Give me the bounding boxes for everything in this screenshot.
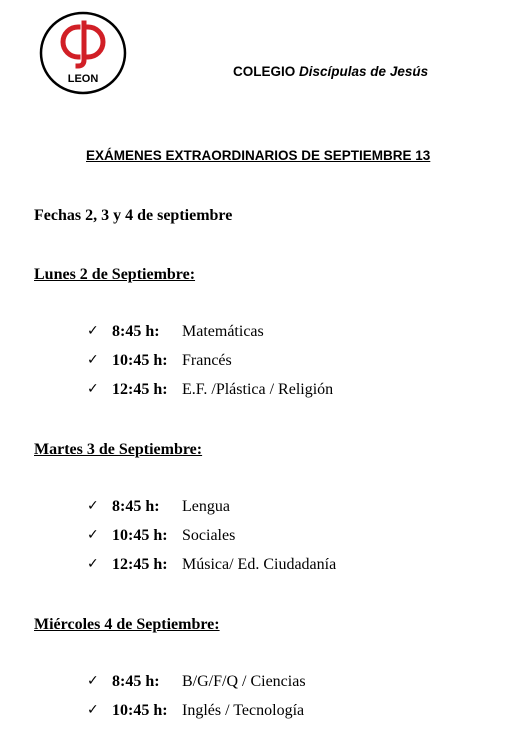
school-name: Discípulas de Jesús xyxy=(299,64,429,79)
checkmark-icon: ✓ xyxy=(87,381,99,397)
school-prefix: COLEGIO xyxy=(233,64,296,79)
session-time: 8:45 h: xyxy=(112,498,160,515)
checkmark-icon: ✓ xyxy=(87,527,99,543)
checkmark-icon: ✓ xyxy=(87,673,99,689)
day-heading-monday: Lunes 2 de Septiembre: xyxy=(34,266,196,283)
session-time: 12:45 h: xyxy=(112,556,168,573)
checkmark-icon: ✓ xyxy=(87,323,99,339)
session-time: 10:45 h: xyxy=(112,702,168,719)
session-subject: Matemáticas xyxy=(182,323,264,340)
logo-city-text: LEON xyxy=(67,73,99,85)
session-subject: E.F. /Plástica / Religión xyxy=(182,381,334,398)
school-name-line xyxy=(233,64,428,79)
session-subject: Inglés / Tecnología xyxy=(182,702,305,719)
session-subject: Lengua xyxy=(182,498,230,515)
session-time: 8:45 h: xyxy=(112,673,160,690)
checkmark-icon: ✓ xyxy=(87,556,99,572)
day-heading-wednesday: Miércoles 4 de Septiembre: xyxy=(34,616,220,633)
document-title: EXÁMENES EXTRAORDINARIOS DE SEPTIEMBRE 13 xyxy=(86,148,431,163)
school-crest-icon xyxy=(38,10,128,96)
session-subject: B/G/F/Q / Ciencias xyxy=(182,673,306,690)
exam-dates-summary: Fechas 2, 3 y 4 de septiembre xyxy=(34,207,233,224)
session-time: 10:45 h: xyxy=(112,352,168,369)
session-time: 12:45 h: xyxy=(112,381,168,398)
checkmark-icon: ✓ xyxy=(87,498,99,514)
session-time: 8:45 h: xyxy=(112,323,160,340)
checkmark-icon: ✓ xyxy=(87,702,99,718)
session-subject: Francés xyxy=(182,352,232,369)
session-subject: Sociales xyxy=(182,527,236,544)
session-subject: Música/ Ed. Ciudadanía xyxy=(182,556,337,573)
day-heading-tuesday: Martes 3 de Septiembre: xyxy=(34,441,203,458)
session-time: 10:45 h: xyxy=(112,527,168,544)
checkmark-icon: ✓ xyxy=(87,352,99,368)
